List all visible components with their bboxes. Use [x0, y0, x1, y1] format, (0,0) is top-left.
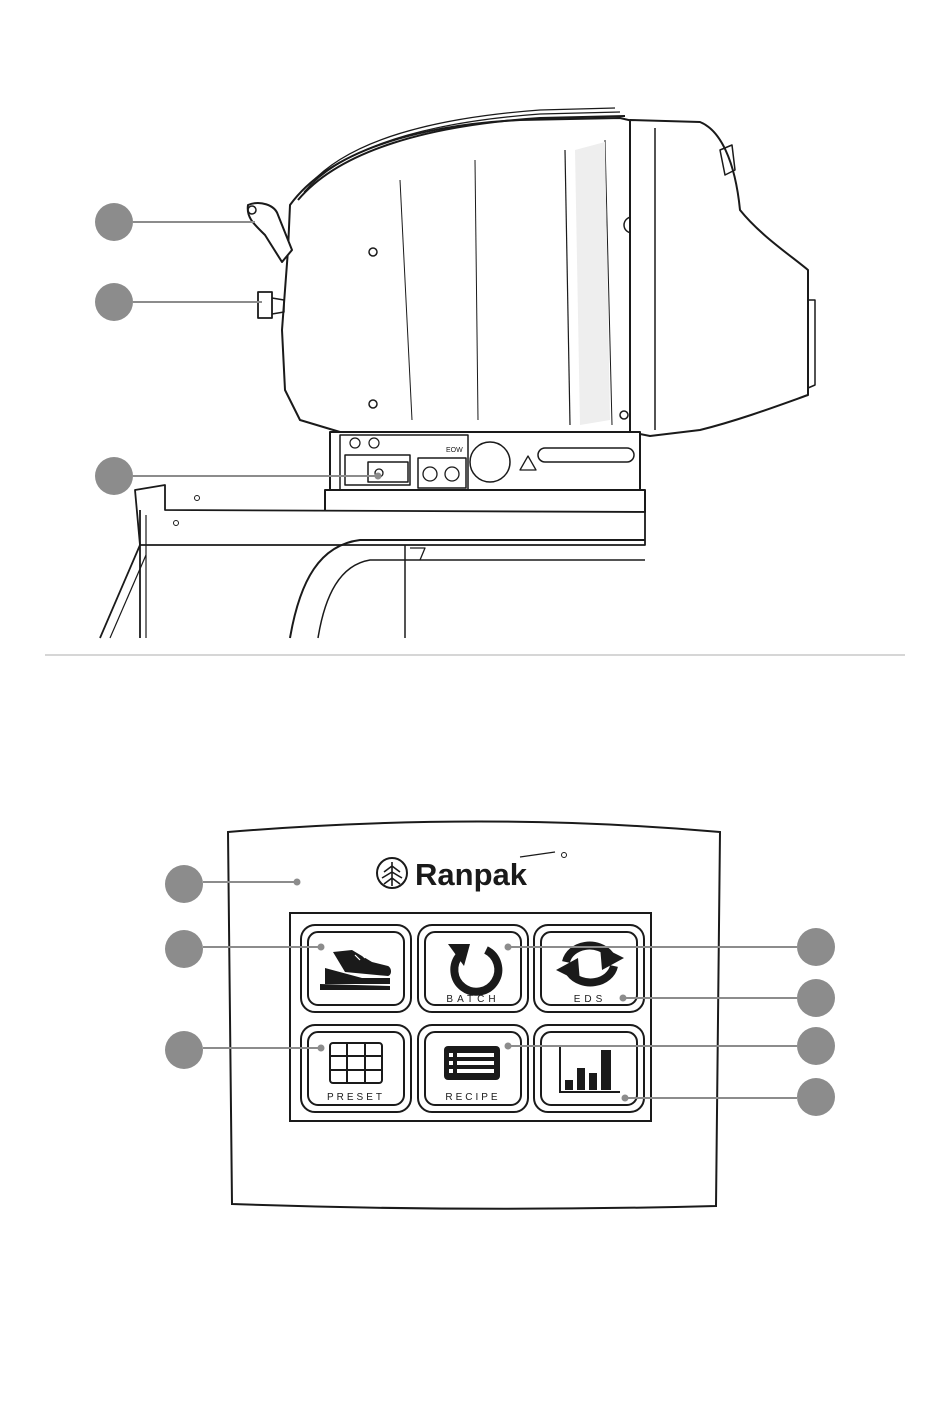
base-plate — [325, 490, 645, 512]
callout-marker — [797, 979, 835, 1017]
callout-marker — [165, 930, 203, 968]
rear-connector — [258, 292, 272, 318]
callout-marker — [95, 457, 133, 495]
tile-eds-label: EDS — [573, 994, 607, 1005]
callout-marker — [797, 1027, 835, 1065]
callout-marker — [797, 1078, 835, 1116]
tile-batch-label: BATCH — [446, 994, 500, 1005]
callout-marker — [797, 928, 835, 966]
callout-marker — [165, 865, 203, 903]
front-hood — [630, 120, 808, 436]
machine-illustration — [100, 108, 815, 638]
tile-recipe-label: RECIPE — [445, 1092, 501, 1103]
list-card-icon — [444, 1046, 500, 1080]
panel-label: EOW — [446, 447, 463, 454]
stand-arch — [290, 540, 645, 638]
brand-name: Ranpak — [415, 857, 527, 892]
rear-handle — [248, 203, 292, 262]
callout-marker — [165, 1031, 203, 1069]
callout-marker — [95, 203, 133, 241]
control-panel — [228, 822, 720, 1209]
tile-preset-label: PRESET — [326, 1092, 386, 1103]
callout-marker — [95, 283, 133, 321]
